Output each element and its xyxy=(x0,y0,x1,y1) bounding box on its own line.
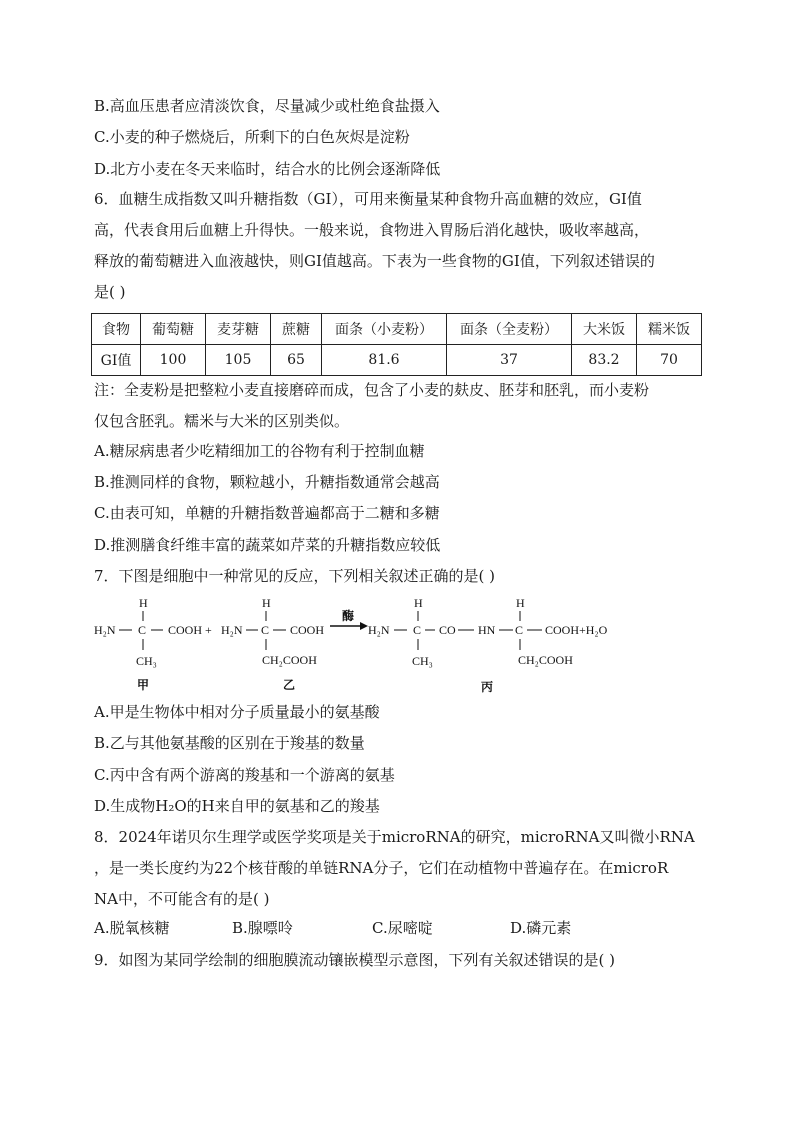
q6-stem-line: 6．血糖生成指数又叫升糖指数（GI），可用来衡量某种食物升高血糖的效应，GI值 xyxy=(94,190,642,208)
q8-option-c: C.尿嘧啶 xyxy=(372,919,433,937)
q5-option-c: C.小麦的种子燃烧后，所剩下的白色灰烬是淀粉 xyxy=(94,128,410,146)
table-cell: 37 xyxy=(447,345,572,376)
table-cell: 食物 xyxy=(92,314,141,345)
q5-option-d: D.北方小麦在冬天来临时，结合水的比例会逐渐降低 xyxy=(94,160,441,178)
dipeptide-reaction-diagram xyxy=(94,593,654,697)
table-cell: 蔗糖 xyxy=(271,314,322,345)
q8-stem-line: NA中，不可能含有的是( ) xyxy=(94,890,270,908)
q8-stem-line: ，是一类长度约为22个核苷酸的单链RNA分子，它们在动植物中普遍存在。在microR xyxy=(94,859,669,877)
q6-option-a: A.糖尿病患者少吃精细加工的谷物有利于控制血糖 xyxy=(94,442,425,460)
table-cell: 70 xyxy=(637,345,702,376)
jia-r-group: CH₃ xyxy=(136,654,157,668)
yi-h: H xyxy=(262,596,271,610)
jia-amino: H₂N xyxy=(94,623,116,637)
jia-carbon: C xyxy=(138,623,147,637)
bing-h1: H xyxy=(414,596,423,610)
table-cell: 105 xyxy=(206,345,271,376)
gi-table-value-row xyxy=(92,345,702,376)
q6-note-line: 仅包含胚乳。糯米与大米的区别类似。 xyxy=(94,412,350,430)
q6-option-c: C.由表可知，单糖的升糖指数普遍都高于二糖和多糖 xyxy=(94,504,440,522)
bing-r-group1: CH₃ xyxy=(412,654,433,668)
q7-option-d: D.生成物H₂O的H来自甲的氨基和乙的羧基 xyxy=(94,797,380,815)
enzyme-label: 酶 xyxy=(342,609,355,623)
q6-note-line: 注：全麦粉是把整粒小麦直接磨碎而成，包含了小麦的麸皮、胚芽和胚乳，而小麦粉 xyxy=(94,381,650,399)
q8-option-d: D.磷元素 xyxy=(510,919,572,937)
q5-option-b: B.高血压患者应清淡饮食，尽量减少或杜绝食盐摄入 xyxy=(94,97,440,115)
table-cell: 面条（小麦粉） xyxy=(322,314,447,345)
table-cell: 麦芽糖 xyxy=(206,314,271,345)
label-yi: 乙 xyxy=(283,678,296,692)
gi-table-header-row xyxy=(92,314,702,345)
label-jia: 甲 xyxy=(137,678,150,692)
q9-stem: 9．如图为某同学绘制的细胞膜流动镶嵌模型示意图，下列有关叙述错误的是( ) xyxy=(94,951,616,969)
gi-table xyxy=(91,313,702,376)
table-cell: 大米饭 xyxy=(572,314,637,345)
q8-option-a: A.脱氧核糖 xyxy=(94,919,170,937)
table-cell: 83.2 xyxy=(572,345,637,376)
jia-h: H xyxy=(139,596,148,610)
q8-stem-line: 8．2024年诺贝尔生理学或医学奖项是关于microRNA的研究，microRNA又叫微小RNA xyxy=(94,828,695,846)
table-cell: 葡萄糖 xyxy=(141,314,206,345)
yi-amino: H₂N xyxy=(221,623,243,637)
q6-option-b: B.推测同样的食物，颗粒越小，升糖指数通常会越高 xyxy=(94,473,440,491)
table-cell: GI值 xyxy=(92,345,141,376)
bing-carboxyl-water: COOH+H₂O xyxy=(545,623,608,637)
yi-r-group: CH₂COOH xyxy=(262,653,317,667)
bing-carbon2: C xyxy=(515,623,524,637)
table-cell: 糯米饭 xyxy=(637,314,702,345)
q7-option-a: A.甲是生物体中相对分子质量最小的氨基酸 xyxy=(94,703,380,721)
reaction-arrowhead xyxy=(360,622,368,630)
plus-sign: + xyxy=(205,623,212,637)
reaction-svg xyxy=(94,593,654,697)
bing-amino: H₂N xyxy=(368,623,390,637)
q7-option-b: B.乙与其他氨基酸的区别在于羧基的数量 xyxy=(94,734,365,752)
bing-carbon1: C xyxy=(413,623,422,637)
yi-carbon: C xyxy=(261,623,270,637)
table-cell: 面条（全麦粉） xyxy=(447,314,572,345)
yi-carboxyl: COOH xyxy=(290,623,325,637)
label-bing: 丙 xyxy=(481,680,494,694)
q7-stem: 7．下图是细胞中一种常见的反应，下列相关叙述正确的是( ) xyxy=(94,567,496,585)
q6-stem xyxy=(94,184,704,308)
bing-h2: H xyxy=(516,596,525,610)
q7-option-c: C.丙中含有两个游离的羧基和一个游离的氨基 xyxy=(94,766,395,784)
table-cell: 81.6 xyxy=(322,345,447,376)
jia-carboxyl: COOH xyxy=(168,623,203,637)
bing-co: CO xyxy=(439,623,456,637)
q6-stem-line: 高，代表食用后血糖上升得快。一般来说，食物进入胃肠后消化越快，吸收率越高， xyxy=(94,221,650,239)
q6-option-d: D.推测膳食纤维丰富的蔬菜如芹菜的升糖指数应较低 xyxy=(94,536,441,554)
bing-r-group2: CH₂COOH xyxy=(518,653,573,667)
bing-hn: HN xyxy=(478,623,496,637)
q6-stem-line: 是( ) xyxy=(94,283,126,301)
q6-stem-line: 释放的葡萄糖进入血液越快，则GI值越高。下表为一些食物的GI值，下列叙述错误的 xyxy=(94,252,655,270)
table-cell: 100 xyxy=(141,345,206,376)
q8-stem xyxy=(94,822,704,915)
q8-option-b: B.腺嘌呤 xyxy=(232,919,293,937)
table-cell: 65 xyxy=(271,345,322,376)
q6-note xyxy=(94,375,704,437)
